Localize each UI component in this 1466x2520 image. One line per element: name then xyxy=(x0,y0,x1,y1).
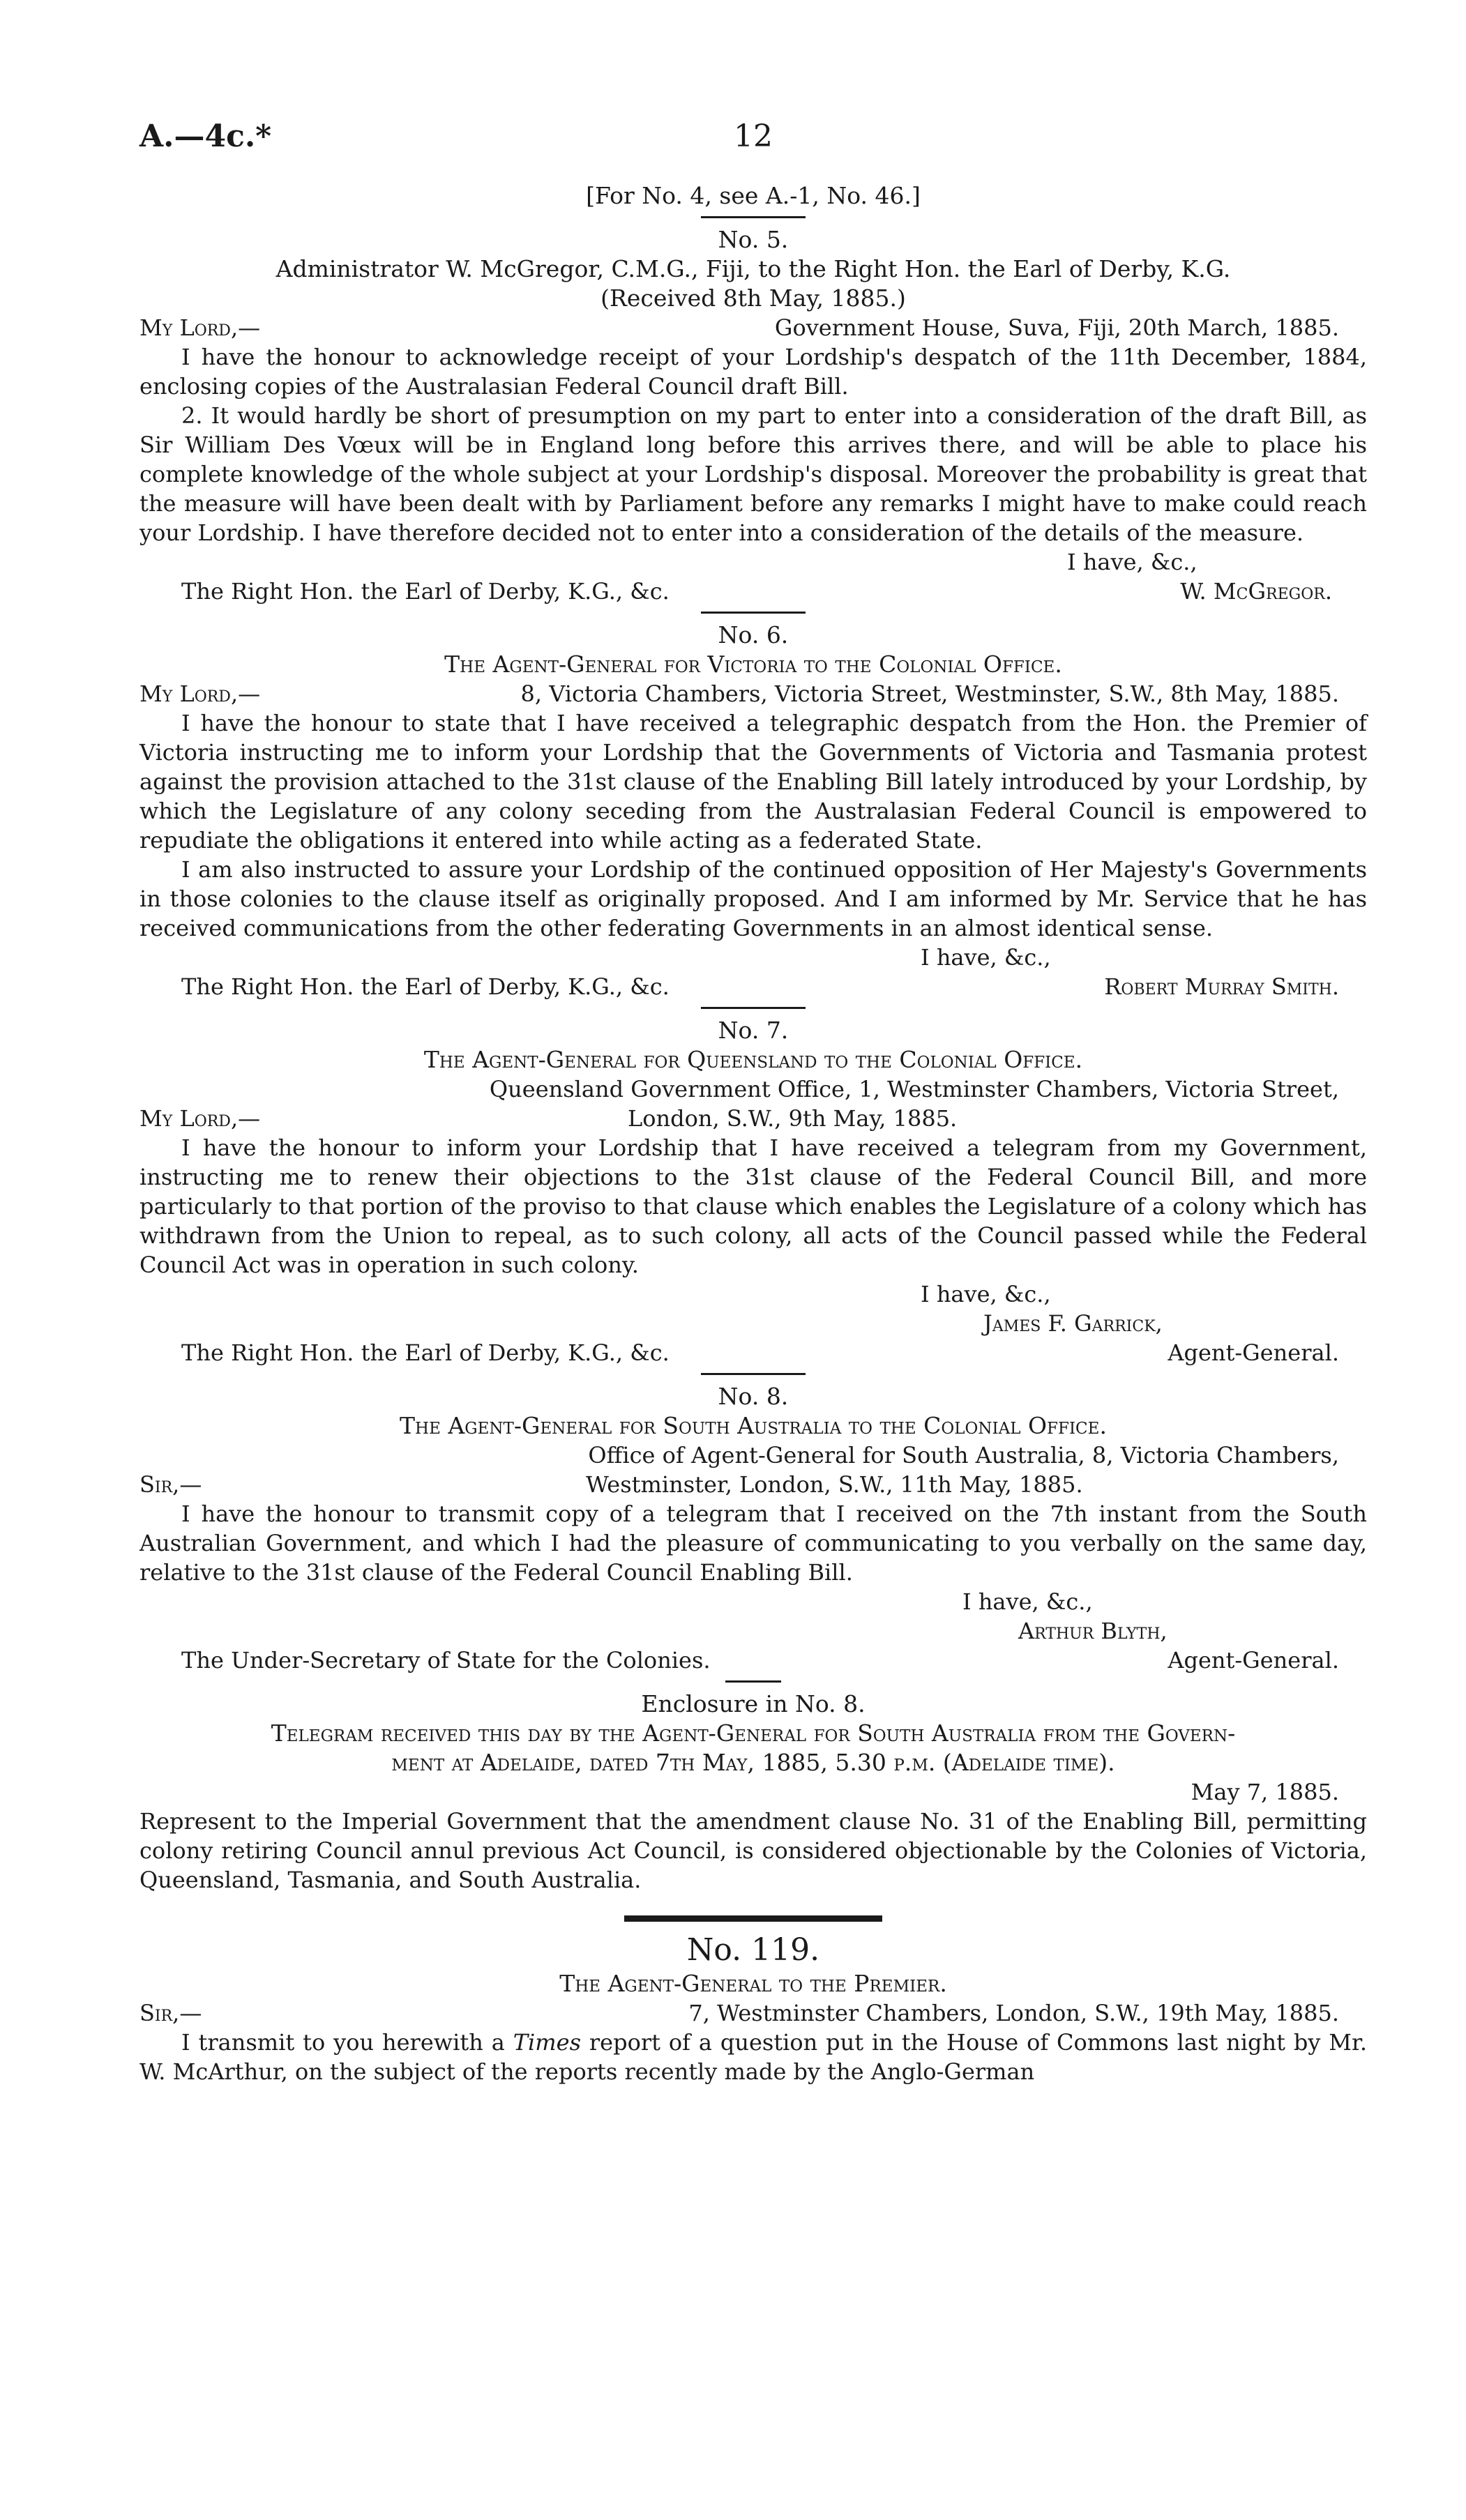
telegram-date: May 7, 1885. xyxy=(1191,1779,1339,1805)
salutation: Sir,— xyxy=(139,2000,202,2026)
salutation-row xyxy=(139,1998,1367,2028)
closing-row xyxy=(139,547,1367,577)
date-row xyxy=(139,1777,1367,1807)
paragraph: 2. It would hardly be short of presumption on my part to enter into a consideration of the draft Bill, as Sir William Des Vœux will be in England long before this arrives there, and will be able to place his complete knowledge of the whole subject at your Lordship's disposal. Moreover the probability is great that the measure will have been dealt with by Parliament before any remarks I might have to make could reach your Lordship. I have therefore decided not to enter into a consideration of the details of the measure. xyxy=(139,402,1367,546)
closing-row xyxy=(139,1280,1367,1309)
page-number: 12 xyxy=(734,119,773,154)
telegram-header: ment at Adelaide, dated 7th May, 1885, 5.30 p.m. (Adelaide time). xyxy=(391,1749,1115,1776)
section-divider xyxy=(701,1007,806,1009)
letter-number: No. 8. xyxy=(718,1383,789,1410)
section-divider xyxy=(725,1680,781,1683)
address-row xyxy=(139,1441,1367,1470)
enclosure-heading: Enclosure in No. 8. xyxy=(641,1690,866,1717)
section-divider xyxy=(701,612,806,614)
sender-address: Westminster, London, S.W., 11th May, 1885. xyxy=(586,1471,1083,1498)
signature-title: Agent-General. xyxy=(1167,1339,1339,1366)
enclosure-no8 xyxy=(139,1690,1367,1895)
signature-row xyxy=(139,1616,1367,1646)
addressee: The Under-Secretary of State for the Colonies. xyxy=(181,1647,711,1673)
page-header xyxy=(139,119,1367,181)
salutation: My Lord,— xyxy=(139,1105,261,1132)
letter-title: The Agent-General for Queensland to the Colonial Office. xyxy=(423,1046,1083,1073)
paragraph: I am also instructed to assure your Lordship of the continued opposition of Her Majesty's Governments in those colonies to the clause itself as originally proposed. And I am informed by Mr. Service that he has received communications from the other federating Governments in an almost identical sense. xyxy=(139,856,1367,941)
received-note: (Received 8th May, 1885.) xyxy=(600,284,906,312)
sender-address: 8, Victoria Chambers, Victoria Street, Westminster, S.W., 8th May, 1885. xyxy=(520,681,1339,707)
signature: Arthur Blyth, xyxy=(1018,1618,1167,1644)
letter-number: No. 7. xyxy=(718,1017,789,1044)
document-code: A.—4c.* xyxy=(139,119,272,154)
closing-row xyxy=(139,1587,1367,1616)
closing: I have, &c., xyxy=(1067,549,1197,575)
sender-address: London, S.W., 9th May, 1885. xyxy=(628,1105,958,1132)
signature-title-row xyxy=(139,1338,1367,1367)
addressee: The Right Hon. the Earl of Derby, K.G., &c. xyxy=(181,1339,670,1366)
letter-title: The Agent-General to the Premier. xyxy=(559,1970,947,1997)
document-page xyxy=(139,119,1367,2086)
letter-title: The Agent-General for Victoria to the Colonial Office. xyxy=(444,651,1062,678)
salutation: Sir,— xyxy=(139,1471,202,1498)
signature: W. McGregor. xyxy=(1180,578,1332,605)
address-row xyxy=(139,1075,1367,1104)
letter-no6 xyxy=(139,621,1367,1001)
signature: Robert Murray Smith. xyxy=(1104,973,1339,1000)
letter-no7 xyxy=(139,1016,1367,1367)
letter-no5 xyxy=(139,225,1367,606)
addressee: The Right Hon. the Earl of Derby, K.G., &c. xyxy=(181,973,670,1000)
salutation-row xyxy=(139,1104,1367,1133)
salutation-row xyxy=(139,679,1367,708)
signature-title: Agent-General. xyxy=(1167,1647,1339,1673)
paragraph xyxy=(139,2028,1367,2086)
letter-number: No. 5. xyxy=(718,226,789,253)
letter-number: No. 6. xyxy=(718,621,789,648)
closing-row xyxy=(139,943,1367,972)
heavy-divider xyxy=(624,1915,882,1922)
salutation-row xyxy=(139,1470,1367,1499)
letter-title: Administrator W. McGregor, C.M.G., Fiji, to the Right Hon. the Earl of Derby, K.G. xyxy=(275,255,1231,282)
telegram-header: Telegram received this day by the Agent-General for South Australia from the Govern- xyxy=(271,1720,1236,1747)
letter-no119 xyxy=(139,1931,1367,2086)
note-no4: [For No. 4, see A.-1, No. 46.] xyxy=(586,182,921,209)
signature-title-row xyxy=(139,1646,1367,1675)
signature-row xyxy=(139,1309,1367,1338)
salutation: My Lord,— xyxy=(139,681,261,707)
telegram-body: Represent to the Imperial Government that the amendment clause No. 31 of the Enabling Bill, permitting colony retiring Council annul previous Act Council, is considered objectionable by the Colonies of Victoria, Queensland, Tasmania, and South Australia. xyxy=(139,1808,1367,1893)
paragraph: I have the honour to acknowledge receipt of your Lordship's despatch of the 11th December, 1884, enclosing copies of the Australasian Federal Council draft Bill. xyxy=(139,344,1367,400)
signature-row xyxy=(139,577,1367,606)
closing: I have, &c., xyxy=(921,944,1051,971)
addressee: The Right Hon. the Earl of Derby, K.G., &c. xyxy=(181,578,670,605)
sender-address: Office of Agent-General for South Australia, 8, Victoria Chambers, xyxy=(588,1442,1339,1468)
salutation-row xyxy=(139,313,1367,342)
paragraph: I have the honour to transmit copy of a telegram that I received on the 7th instant from the South Australian Government, and which I had the pleasure of communicating to you verbally on the same day, relative to the 31st clause of the Federal Council Enabling Bill. xyxy=(139,1501,1367,1586)
paragraph-text: report of a question put in the House of Commons last night by Mr. W. McArthur, on the subject of the reports recently made by the Anglo-German xyxy=(139,2029,1368,2085)
paragraph-text: I transmit to you herewith a xyxy=(181,2029,505,2056)
closing: I have, &c., xyxy=(921,1281,1051,1307)
sender-address: Government House, Suva, Fiji, 20th March, 1885. xyxy=(774,314,1339,341)
paragraph: I have the honour to state that I have received a telegraphic despatch from the Hon. the Premier of Victoria instructing me to inform your Lordship that the Governments of Victoria and Tasmania protest against the provision attached to the 31st clause of the Enabling Bill lately introduced by your Lordship, by which the Legislature of any colony seceding from the Australasian Federal Council is empowered to repudiate the obligations it entered into while acting as a federated State. xyxy=(139,710,1367,853)
letter-title: The Agent-General for South Australia to the Colonial Office. xyxy=(400,1412,1107,1439)
newspaper-title: Times xyxy=(513,2029,581,2056)
section-divider xyxy=(701,216,806,218)
letter-no8 xyxy=(139,1382,1367,1675)
sender-address: Queensland Government Office, 1, Westminster Chambers, Victoria Street, xyxy=(489,1076,1339,1102)
signature: James F. Garrick, xyxy=(983,1310,1163,1337)
sender-address: 7, Westminster Chambers, London, S.W., 19th May, 1885. xyxy=(688,2000,1339,2026)
salutation: My Lord,— xyxy=(139,314,261,341)
letter-number: No. 119. xyxy=(686,1932,820,1968)
closing: I have, &c., xyxy=(962,1588,1093,1615)
paragraph: I have the honour to inform your Lordship that I have received a telegram from my Government, instructing me to renew their objections to the 31st clause of the Federal Council Bill, and more particularly to that portion of the proviso to that clause which enables the Legislature of a colony which has withdrawn from the Union to repeal, as to such colony, all acts of the Council passed while the Federal Council Act was in operation in such colony. xyxy=(139,1134,1367,1278)
signature-row xyxy=(139,972,1367,1001)
section-divider xyxy=(701,1373,806,1375)
